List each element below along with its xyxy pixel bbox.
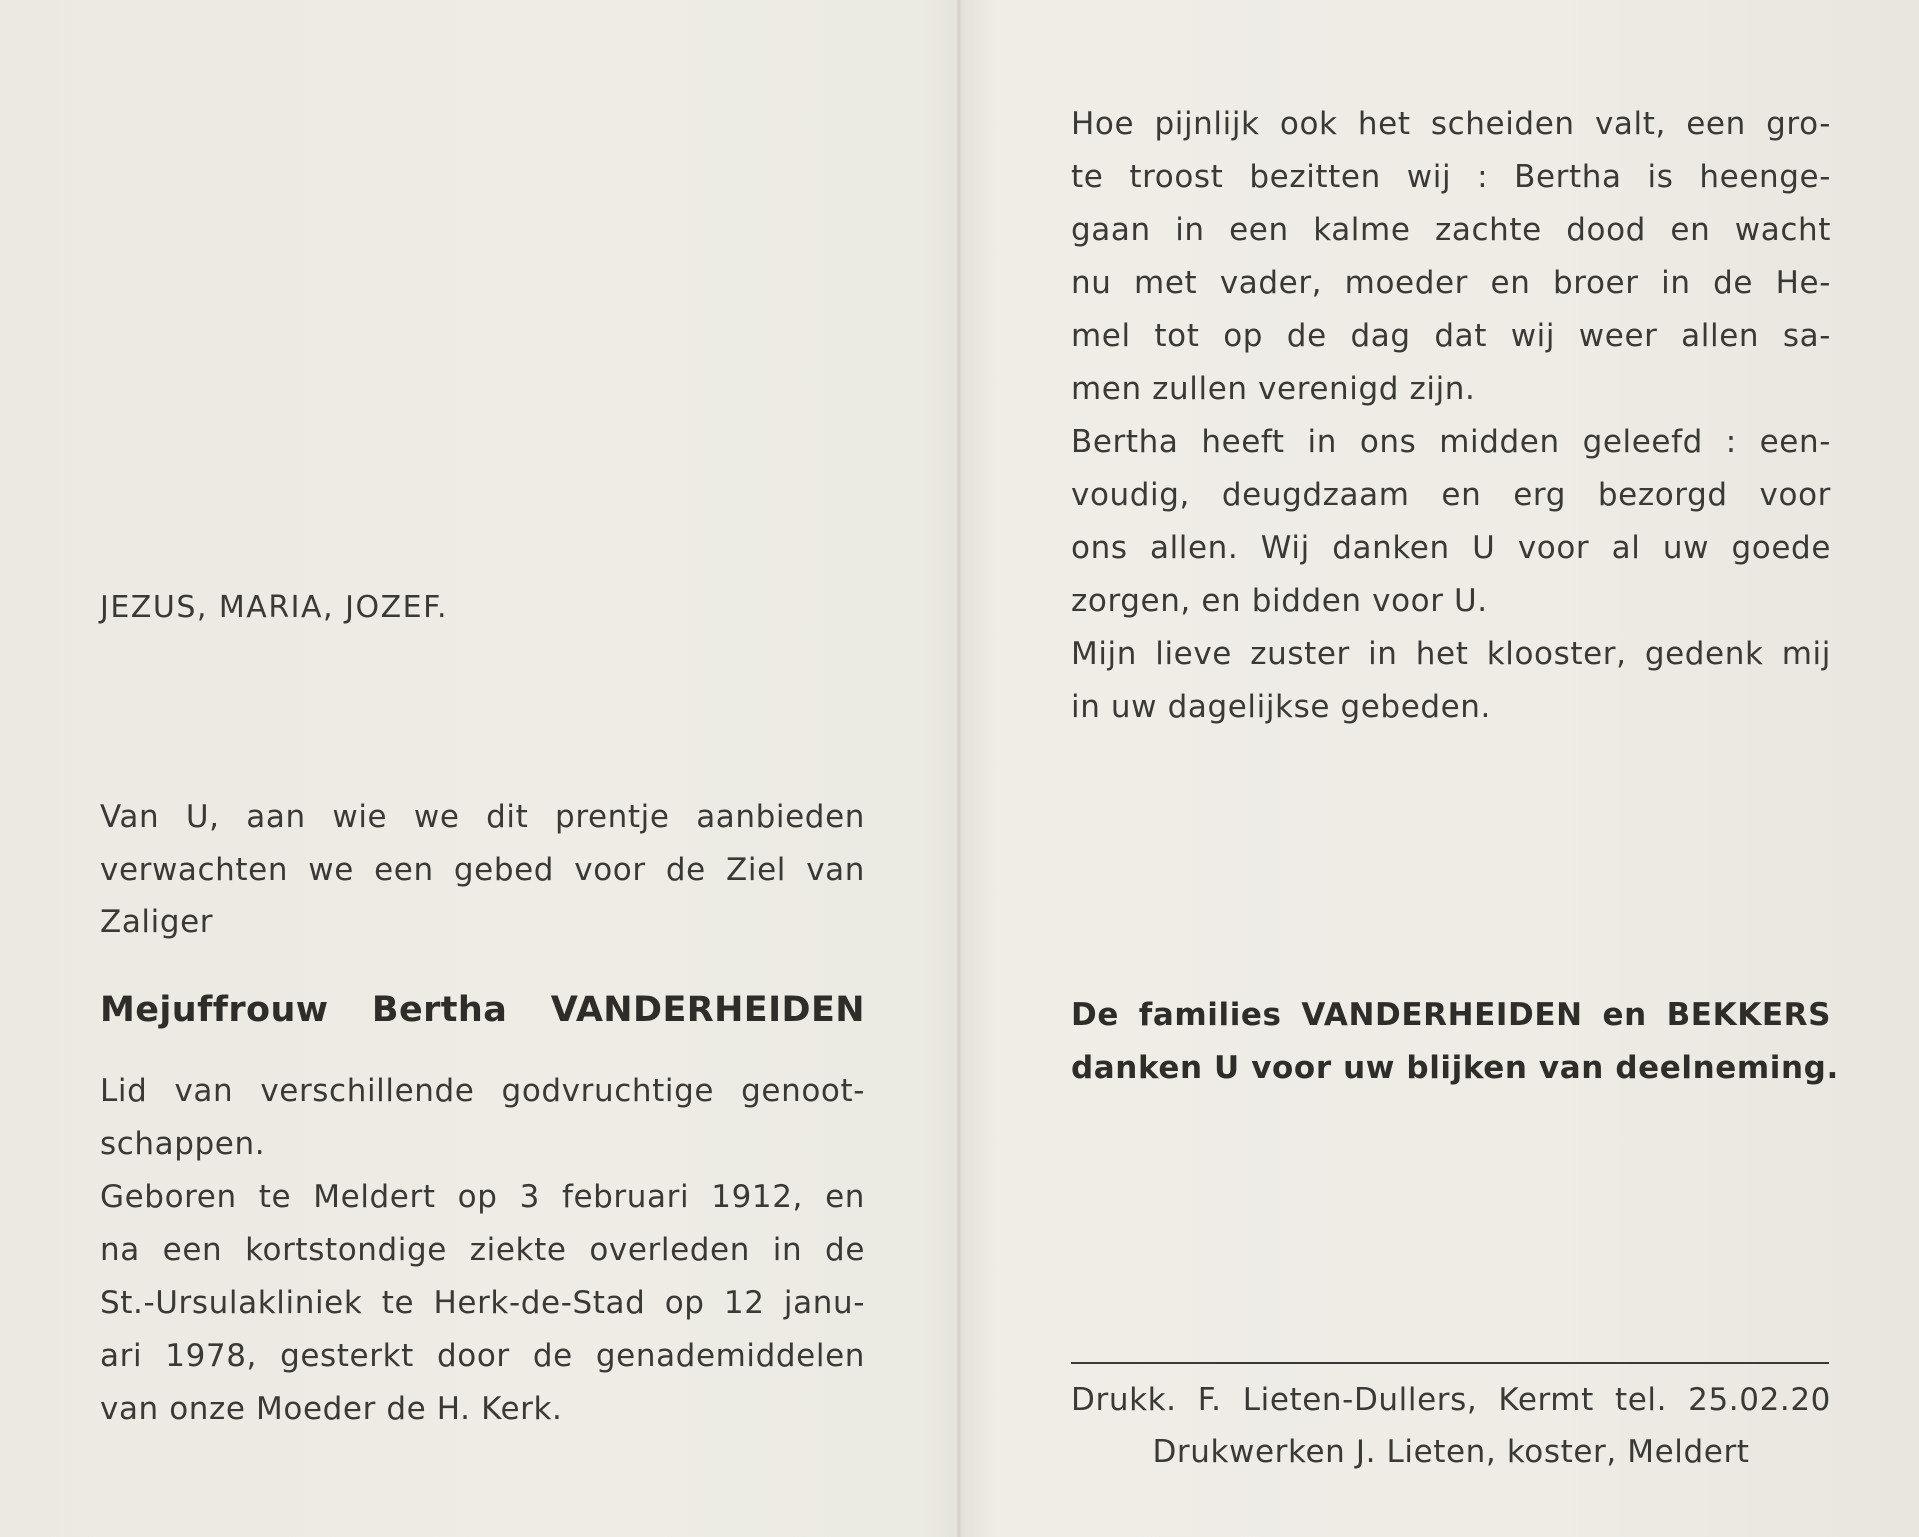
bio-line: St.-Ursulakliniek te Herk-de-Stad op 12 janu- [100, 1285, 865, 1321]
text-line: Mijn lieve zuster in het klooster, gedenk mij [1071, 636, 1831, 672]
request-line: Zaliger [100, 904, 214, 940]
text-line: voudig, deugdzaam en erg bezorgd voor [1071, 477, 1831, 513]
bio-line: schappen. [100, 1126, 266, 1162]
left-panel [100, 0, 865, 1537]
text-line: gaan in een kalme zachte dood en wacht [1071, 212, 1831, 248]
thanks-line: danken U voor uw blijken van deelneming. [1071, 1050, 1839, 1086]
text-line: in uw dagelijkse gebeden. [1071, 689, 1492, 725]
text-line: ons allen. Wij danken U voor al uw goede [1071, 530, 1831, 566]
text-line: Hoe pijnlijk ook het scheiden valt, een gro- [1071, 106, 1831, 142]
divider-rule [1071, 1362, 1829, 1364]
printer-line: Drukwerken J. Lieten, koster, Meldert [1152, 1434, 1750, 1470]
deceased-name: Mejuffrouw Bertha VANDERHEIDEN [100, 990, 865, 1030]
bio-line: Geboren te Meldert op 3 februari 1912, en [100, 1179, 865, 1215]
text-line: nu met vader, moeder en broer in de He- [1071, 265, 1831, 301]
request-line: verwachten we een gebed voor de Ziel van [100, 852, 865, 888]
bio-line: na een kortstondige ziekte overleden in de [100, 1232, 865, 1268]
invocation: JEZUS, MARIA, JOZEF. [100, 590, 449, 625]
request-line: Van U, aan wie we dit prentje aanbieden [100, 799, 865, 835]
right-panel [1071, 0, 1839, 1537]
card-fold [956, 0, 962, 1537]
text-line: Bertha heeft in ons midden geleefd : een- [1071, 424, 1831, 460]
printer-line: Drukk. F. Lieten-Dullers, Kermt tel. 25.02.20 [1071, 1382, 1831, 1418]
text-line: zorgen, en bidden voor U. [1071, 583, 1488, 619]
text-line: te troost bezitten wij : Bertha is heenge- [1071, 159, 1831, 195]
text-line: mel tot op de dag dat wij weer allen sa- [1071, 318, 1831, 354]
text-line: men zullen verenigd zijn. [1071, 371, 1476, 407]
bio-line: Lid van verschillende godvruchtige genoot- [100, 1073, 865, 1109]
thanks-line: De families VANDERHEIDEN en BEKKERS [1071, 997, 1831, 1033]
bio-line: van onze Moeder de H. Kerk. [100, 1391, 563, 1427]
bio-line: ari 1978, gesterkt door de genademiddelen [100, 1338, 865, 1374]
